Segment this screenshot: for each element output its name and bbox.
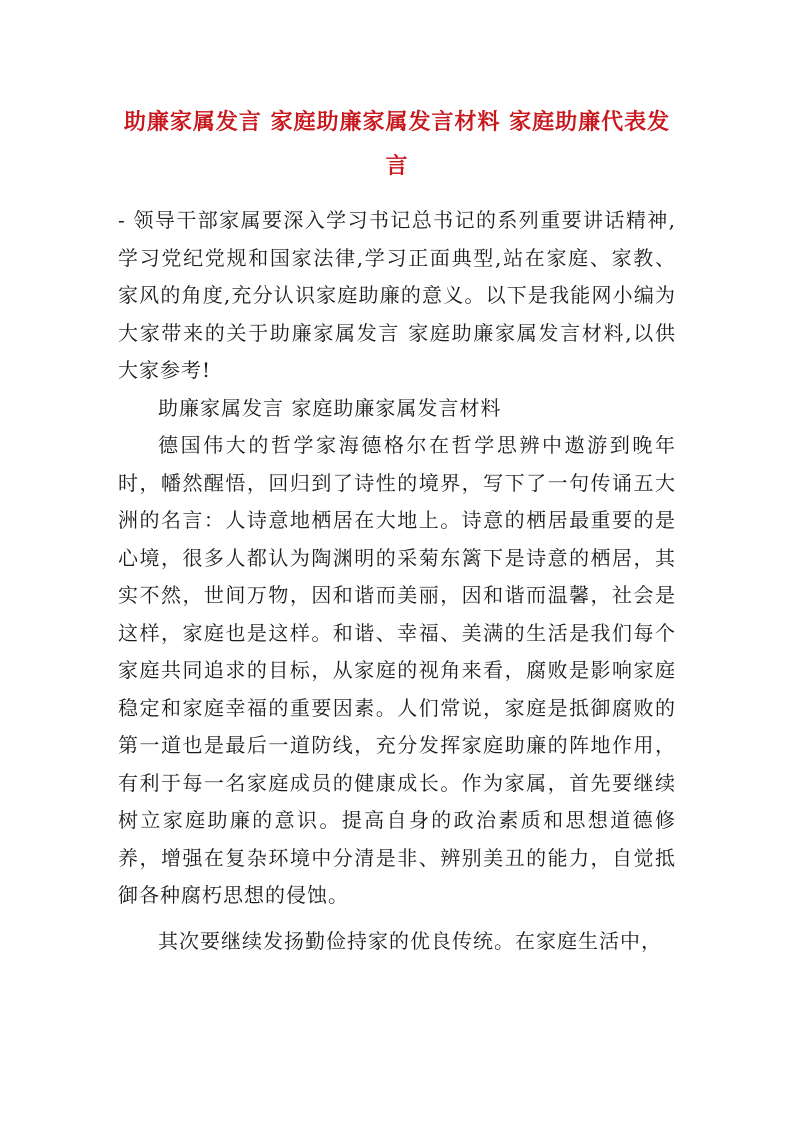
body-paragraph-2: 其次要继续发扬勤俭持家的优良传统。在家庭生活中， <box>158 928 662 953</box>
body-paragraph-1: 德国伟大的哲学家海德格尔在哲学思辨中遨游到晚年时，幡然醒悟，回归到了诗性的境界，写下了一句传诵五大洲的名言：人诗意地栖居在大地上。诗意的栖居最重要的是心境，很多人都认为陶渊明的采菊东篱下是诗意的栖居，其实不然，世间万物，因和谐而美丽，因和谐而温馨，社会是这样，家庭也是这样。和谐、幸福、美满的生活是我们每个家庭共同追求的目标，从家庭的视角来看，腐败是影响家庭稳定和家庭幸福的重要因素。人们常说，家庭是抵御腐败的第一道也是最后一道防线，充分发挥家庭助廉的阵地作用，有利于每一名家庭成员的健康成长。作为家属，首先要继续树立家庭助廉的意识。提高自身的政治素质和思想道德修养，增强在复杂环境中分清是非、辨别美丑的能力，自觉抵御各种腐朽思想的侵蚀。 <box>118 433 676 907</box>
section-subheading: 助廉家属发言 家庭助廉家属发言材料 <box>158 395 502 420</box>
intro-paragraph: - 领导干部家属要深入学习书记总书记的系列重要讲话精神,学习党纪党规和国家法律,学习正面典型,站在家庭、家教、家风的角度,充分认识家庭助廉的意义。以下是我能网小编为大家带来的关于助廉家属发言 家庭助廉家属发言材料,以供大家参考! <box>118 208 676 382</box>
page-title: 助廉家属发言 家庭助廉家属发言材料 家庭助廉代表发言 <box>123 109 671 179</box>
